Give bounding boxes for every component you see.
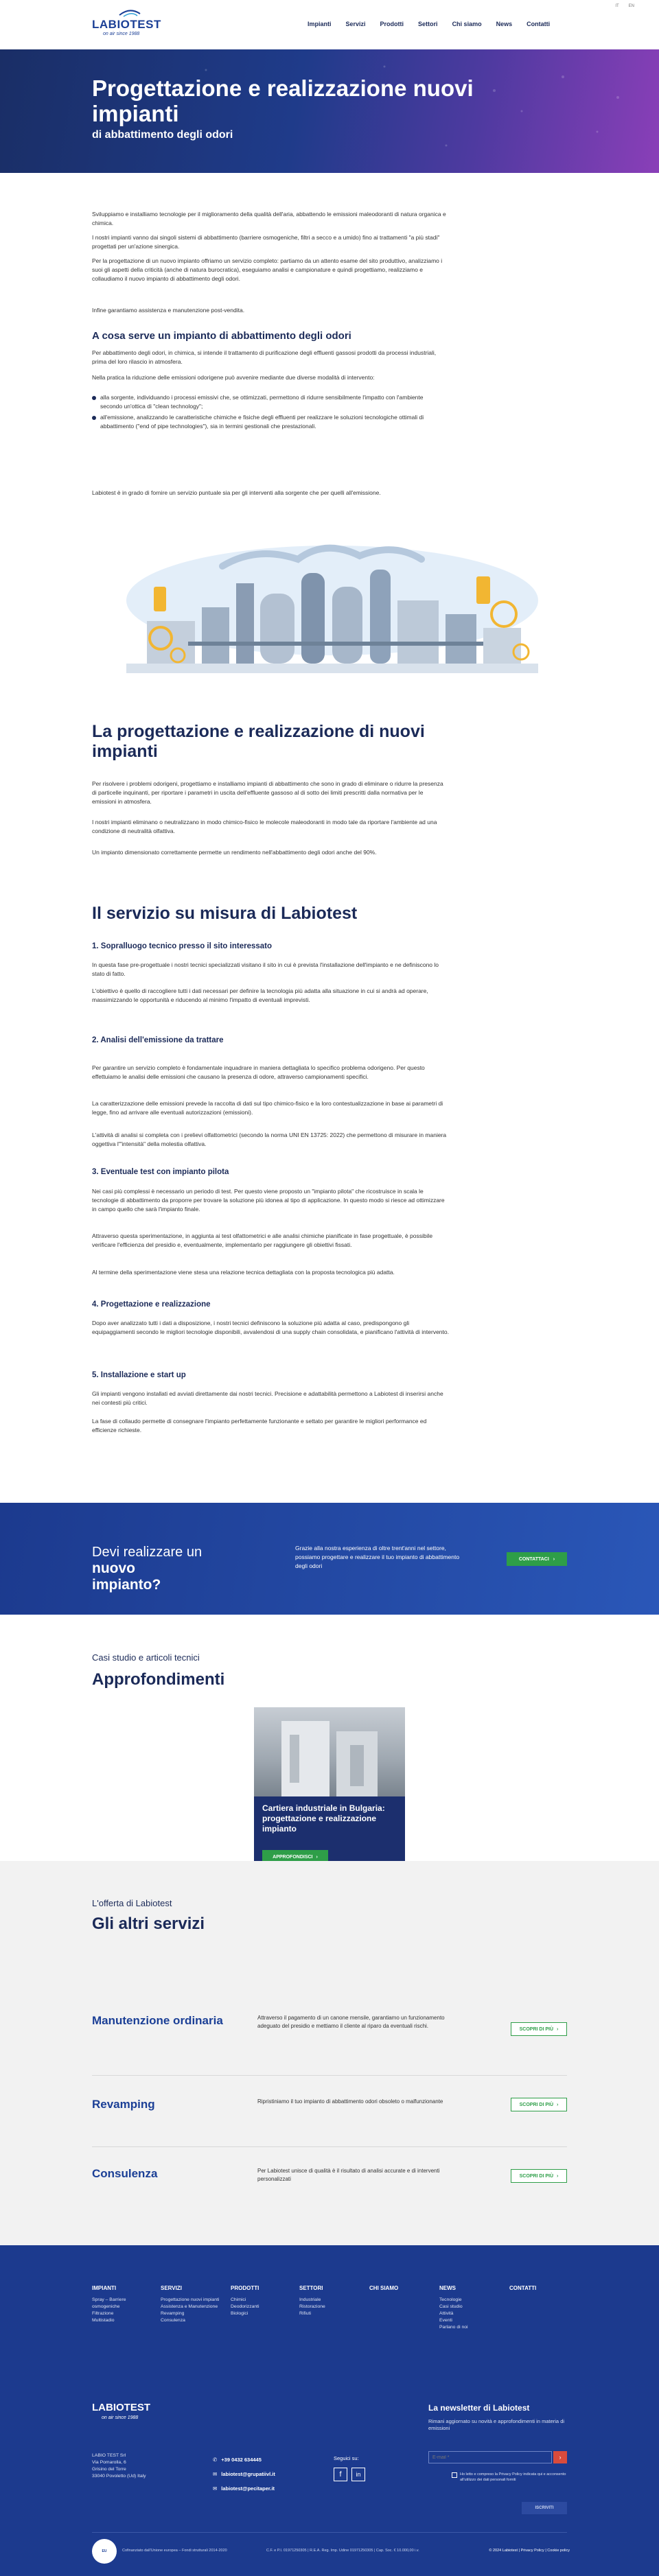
footer-link[interactable]: Deodorizzanti	[231, 2304, 259, 2309]
service-revamping-title[interactable]: Revamping	[92, 2098, 155, 2111]
nav-item-contatti[interactable]: Contatti	[527, 21, 551, 27]
eu-funding-badge-icon: EU	[92, 2539, 117, 2564]
purpose-paragraph-2: Nella pratica la riduzione delle emissioni odorigene può avvenire mediante due diverse modalità di intervento:	[92, 374, 375, 381]
step-5-title: 5. Installazione e start up	[92, 1371, 186, 1379]
card-title: Cartiera industriale in Bulgaria: progettazione e realizzazione impianto	[262, 1803, 385, 1834]
mail-icon: ✉	[213, 2485, 218, 2492]
card-image-graphic	[254, 1707, 405, 1796]
footer-link[interactable]: Assistenza e Manutenzione	[161, 2304, 218, 2309]
design-paragraph-3: Un impianto dimensionato correttamente permette un rendimento nell'abbattimento degli odori anche del 90%.	[92, 849, 377, 856]
step-2-title: 2. Analisi dell'emissione da trattare	[92, 1036, 224, 1044]
case-study-card[interactable]	[254, 1707, 405, 1877]
purpose-bullet-2	[92, 413, 435, 431]
newsletter-email-input[interactable]	[428, 2451, 552, 2463]
footer-link[interactable]: Biologici	[231, 2311, 248, 2316]
discover-label: SCOPRI DI PIÙ	[519, 2173, 554, 2179]
step-4-paragraph-1: Dopo aver analizzato tutti i dati a disposizione, i nostri tecnici definiscono la soluzione più adatta al caso, predispongono gli equipaggiamenti secondo le migliori tecnologie disponibili, avvalendosi di una supply chain consolidata, e pianificano l'attività di intervento.	[92, 1320, 449, 1335]
intro-paragraph-4: Infine garantiamo assistenza e manutenzione post-vendita.	[92, 307, 245, 314]
language-switcher	[615, 4, 634, 8]
purpose-paragraph-3: Labiotest è in grado di fornire un servizio puntuale sia per gli interventi alla sorgente che per quelli all'emissione.	[92, 489, 381, 496]
footer-link[interactable]: Eventi	[439, 2318, 452, 2323]
footer-col-title[interactable]: SETTORI	[299, 2285, 323, 2291]
newsletter-title: La newsletter di Labiotest	[428, 2403, 530, 2413]
footer-link[interactable]: Progettazione nuovi impianti	[161, 2297, 220, 2302]
footer-col-title[interactable]: PRODOTTI	[231, 2285, 259, 2291]
nav-item-news[interactable]: News	[496, 21, 513, 27]
footer-email-1[interactable]	[213, 2471, 275, 2477]
footer-link[interactable]: Parlano di noi	[439, 2325, 468, 2330]
step-1-title: 1. Sopralluogo tecnico presso il sito interessato	[92, 942, 273, 950]
address-line: 33040 Povoletto (Ud) Italy	[92, 2474, 146, 2479]
email-address-2: labiotest@pecitaper.it	[221, 2485, 275, 2492]
subscribe-button[interactable]: ISCRIVITI	[522, 2502, 567, 2514]
main-nav	[308, 21, 564, 27]
footer-col-title[interactable]: CHI SIAMO	[369, 2285, 399, 2291]
bullet-icon	[92, 396, 96, 400]
cta-lead: Devi realizzare un	[92, 1545, 203, 1560]
purpose-bullet-1-text: alla sorgente, individuando i processi emissivi che, se ottimizzati, permettono di ridurre sensibilmente l'impatto con l'ambiente secondo un'ottica di "clean technology";	[100, 394, 424, 410]
step-2-paragraph-1: Per garantire un servizio completo è fondamentale inquadrare in maniera dettagliata lo specifico problema odorigeno. Per questo effettuiamo le analisi delle emissioni che causano la presenza di odore, attraverso campionamenti specifici.	[92, 1064, 425, 1080]
intro-paragraph-1: Sviluppiamo e installiamo tecnologie per il miglioramento della qualità dell'aria, abbattendo le emissioni maleodoranti di natura organica e chimica.	[92, 211, 446, 226]
step-3-paragraph-2: Attraverso questa sperimentazione, in aggiunta ai test olfattometrici e alle analisi chimiche pianificate in fase progettuale, è possibile verificare l'efficienza del presidio e, eventualmente, implementarlo per raggiungere gli obiettivi fissati.	[92, 1232, 433, 1248]
footer-link[interactable]: Spray – Barriere osmogeniche	[92, 2297, 126, 2309]
purpose-paragraph-1: Per abbattimento degli odori, in chimica, si intende il trattamento di purificazione degli effluenti gassosi prodotti da processi industriali, prima del loro rilascio in atmosfera.	[92, 349, 437, 365]
step-3-paragraph-3: Al termine della sperimentazione viene stesa una relazione tecnica dettagliata con la proposta tecnologica più adatta.	[92, 1269, 395, 1276]
footer-logo-tagline: on air since 1988	[102, 2415, 139, 2420]
cta-headline	[92, 1544, 243, 1593]
step-2-paragraph-2: La caratterizzazione delle emissioni prevede la raccolta di dati sul tipo chimico-fisico e la loro contestualizzazione in base ai parametri di legge, fino ad arrivare alle eventuali autorizzazioni (emissioni).	[92, 1100, 443, 1116]
services-eyebrow: L'offerta di Labiotest	[92, 1898, 172, 1908]
lang-en[interactable]: EN	[628, 4, 634, 8]
service-maintenance-title[interactable]: Manutenzione ordinaria	[92, 2014, 223, 2027]
discover-label: SCOPRI DI PIÙ	[519, 2026, 554, 2032]
footer-col-title[interactable]: IMPIANTI	[92, 2285, 117, 2291]
footer-col-settori	[299, 2285, 361, 2317]
phone-number: +39 0432 634445	[221, 2457, 262, 2463]
service-maintenance-button[interactable]	[511, 2022, 567, 2036]
cta-tail: impianto?	[92, 1577, 161, 1593]
footer-link[interactable]: Multistadio	[92, 2318, 115, 2323]
service-maintenance-desc: Attraverso il pagamento di un canone mensile, garantiamo un funzionamento adeguato del presidio e mettiamo il cliente al riparo da eventuali rischi.	[257, 2015, 445, 2029]
footer-logo-wordmark: LABIOTEST	[92, 2402, 150, 2413]
step-5-paragraph-1: Gli impianti vengono installati ed avviati direttamente dai nostri tecnici. Precisione e adattabilità permettono a Labiotest di inserirsi anche nei contesti più critici.	[92, 1390, 443, 1406]
service-consulting-title[interactable]: Consulenza	[92, 2167, 158, 2180]
service-revamping-desc: Ripristiniamo il tuo impianto di abbattimento odori obsoleto o malfunzionante	[257, 2098, 443, 2105]
section-service-title: Il servizio su misura di Labiotest	[92, 904, 358, 923]
page-title: Progettazione e realizzazione nuovi impianti	[92, 75, 474, 126]
card-image	[254, 1707, 405, 1796]
follow-label: Seguici su:	[334, 2455, 359, 2461]
chevron-right-icon: ›	[557, 2102, 559, 2107]
footer-col-news	[439, 2285, 501, 2331]
legal-text: C.F. e P.I. 01971250305 | R.E.A. Reg. Imp. Udine 01971250305 | Cap. Soc. € 10.000,00 i.v.	[266, 2549, 419, 2553]
footer-link[interactable]: Filtrazione	[92, 2311, 114, 2316]
logo-mark-icon	[92, 5, 167, 19]
lang-it[interactable]: IT	[615, 4, 619, 8]
footer-email-2[interactable]	[213, 2485, 275, 2492]
email-address-1: labiotest@grupatiivl.it	[221, 2471, 275, 2477]
cta-text: Grazie alla nostra esperienza di oltre trent'anni nel settore, possiamo progettare e realizzare il tuo impianto di abbattimento degli odori	[295, 1545, 460, 1569]
nav-item-servizi[interactable]: Servizi	[345, 21, 366, 27]
step-2-paragraph-3: L'attività di analisi si completa con i prelievi olfattometrici (secondo la norma UNI EN 13725: 2022) che permettono di misurare in maniera oggettiva l'"intensità" della molestia olfattiva.	[92, 1132, 447, 1147]
bullet-icon	[92, 416, 96, 420]
purpose-bullet-2-text: all'emissione, analizzando le caratteristiche chimiche e fisiche degli effluenti per realizzare le soluzioni tecnologiche ottimali di abbattimento ("end of pipe technologies"), sia in termini gestionali che prestazionali.	[100, 414, 424, 430]
address-line: Grisino del Torre	[92, 2467, 126, 2472]
contact-button[interactable]	[507, 1552, 567, 1566]
nav-item-chi-siamo[interactable]: Chi siamo	[452, 21, 482, 27]
footer-col-title[interactable]: NEWS	[439, 2285, 456, 2291]
design-paragraph-1: Per risolvere i problemi odorigeni, progettiamo e installiamo impianti di abbattimento che sono in grado di eliminare o ridurre la presenza di particelle inquinanti, per riportare i parametri in uscita dell'effluente gassoso al di sotto dei limiti prescritti dalla normativa per le emissioni in atmosfera.	[92, 780, 443, 805]
newsletter-text: Rimani aggiornato su novità e approfondimenti in materia di emissioni	[428, 2418, 565, 2431]
address-line: LABIO TEST Srl	[92, 2453, 126, 2458]
design-paragraph-2: I nostri impianti eliminano o neutralizzano in modo chimico-fisico le molecole maleodoranti in modo tale da riportare l'ambiente ad una condizione di neutralità olfattiva.	[92, 819, 437, 834]
intro-paragraph-3: Per la progettazione di un nuovo impianto offriamo un servizio completo: partiamo da un attento esame del sito produttivo, analizziamo i suoi gli aspetti della criticità (anche di natura burocratica), eseguiamo analisi e campionature e quindi progettiamo, realizziamo e collaudiamo il nuovo impianto di abbattimento degli odori.	[92, 257, 443, 282]
section-purpose-title: A cosa serve un impianto di abbattimento degli odori	[92, 330, 351, 342]
nav-item-impianti[interactable]: Impianti	[308, 21, 332, 27]
cta-strong: nuovo	[92, 1560, 135, 1576]
service-divider	[92, 2075, 567, 2076]
footer-logo[interactable]	[92, 2402, 167, 2435]
submit-arrow-icon[interactable]: ›	[553, 2451, 567, 2463]
logo-tagline: on air since 1988	[103, 32, 140, 36]
step-5-paragraph-2: La fase di collaudo permette di consegnare l'impianto perfettamente funzionante e settato per garantire le migliori performance ed efficienze richieste.	[92, 1418, 427, 1433]
footer-col-title[interactable]: CONTATTI	[509, 2285, 537, 2291]
step-1-paragraph-2: L'obiettivo è quello di raccogliere tutti i dati necessari per definire la tecnologia più adatta alla situazione in cui si andrà ad operare, massimizzando le opportunità e riducendo al minimo l'impatto di eventuali imprevisti.	[92, 987, 428, 1003]
funding-text: Cofinanziato dall'Unione europea – Fondi strutturali 2014-2020	[122, 2549, 227, 2553]
intro-paragraph-2: I nostri impianti vanno dai singoli sistemi di abbattimento (barriere osmogeniche, filtri a secco e a umido) fino ai trattamenti "a più stadi" progettati per un'azione sinergica.	[92, 234, 440, 250]
read-more-label: APPROFONDISCI	[273, 1854, 313, 1860]
service-divider	[92, 2146, 567, 2147]
step-3-title: 3. Eventuale test con impianto pilota	[92, 1168, 229, 1176]
footer-link[interactable]: Rifiuti	[299, 2311, 311, 2316]
footer-link[interactable]: Revamping	[161, 2311, 185, 2316]
industrial-plant-illustration	[119, 518, 545, 686]
footer-col-servizi	[161, 2285, 222, 2324]
footer-divider	[92, 2532, 567, 2533]
copyright-text[interactable]: © 2024 Labiotest | Privacy Policy | Cookie policy	[489, 2549, 570, 2553]
footer-col-prodotti	[231, 2285, 292, 2317]
service-consulting-button[interactable]	[511, 2169, 567, 2183]
footer-phone[interactable]	[213, 2457, 262, 2463]
services-title: Gli altri servizi	[92, 1915, 205, 1933]
service-consulting-desc: Per Labiotest unisce di qualità è il risultato di analisi accurate e di interventi personalizzati	[257, 2168, 440, 2182]
insights-title: Approfondimenti	[92, 1670, 225, 1689]
phone-icon: ✆	[213, 2457, 218, 2463]
footer-link[interactable]: Casi studio	[439, 2304, 463, 2309]
facebook-icon[interactable]: f	[334, 2468, 347, 2481]
privacy-checkbox[interactable]	[452, 2472, 457, 2478]
privacy-consent-text: Ho letto e compreso la Privacy Policy indicata qui e acconsento all'utilizzo dei dati personali forniti	[460, 2472, 566, 2482]
footer-link[interactable]: Ristorazione	[299, 2304, 325, 2309]
linkedin-icon[interactable]: in	[351, 2468, 365, 2481]
purpose-bullet-1	[92, 393, 435, 411]
chevron-right-icon: ›	[553, 1556, 555, 1562]
logo-wordmark: LABIOTEST	[92, 18, 161, 31]
insights-eyebrow: Casi studio e articoli tecnici	[92, 1652, 200, 1663]
footer-col-impianti	[92, 2285, 154, 2324]
chevron-right-icon: ›	[557, 2173, 559, 2179]
contact-button-label: CONTATTACI	[518, 1556, 549, 1562]
footer-link[interactable]: Consulenza	[161, 2318, 185, 2323]
service-revamping-button[interactable]	[511, 2098, 567, 2111]
nav-item-settori[interactable]: Settori	[418, 21, 438, 27]
page-subtitle: di abbattimento degli odori	[92, 129, 233, 141]
chevron-right-icon: ›	[557, 2026, 559, 2032]
footer-link[interactable]: Tecnologie	[439, 2297, 462, 2302]
nav-item-prodotti[interactable]: Prodotti	[380, 21, 404, 27]
step-1-paragraph-1: In questa fase pre-progettuale i nostri tecnici specializzati visitano il sito in cui è prevista l'installazione dell'impianto e ne definiscono lo stato di fatto.	[92, 961, 439, 977]
footer-address	[92, 2452, 195, 2480]
footer-col-contatti	[509, 2285, 571, 2291]
footer-link[interactable]: Chimici	[231, 2297, 246, 2302]
mail-icon: ✉	[213, 2471, 218, 2477]
step-4-title: 4. Progettazione e realizzazione	[92, 1300, 211, 1309]
footer-col-chi-siamo	[369, 2285, 431, 2291]
section-design-title: La progettazione e realizzazione di nuovi impianti	[92, 722, 425, 761]
footer-col-title[interactable]: SERVIZI	[161, 2285, 182, 2291]
address-line: Via Pomarolla, 6	[92, 2460, 126, 2465]
discover-label: SCOPRI DI PIÙ	[519, 2102, 554, 2107]
footer-link[interactable]: Attività	[439, 2311, 454, 2316]
site-logo[interactable]	[92, 5, 167, 44]
step-3-paragraph-1: Nei casi più complessi è necessario un periodo di test. Per questo viene proposto un "impianto pilota" che ricostruisce in scala le tecnologie di abbattimento da proporre per trovare la soluzione più idonea al tipo di applicazione. In questo modo si riesce ad ottimizzare in campo quello che sarà l'impianto finale.	[92, 1188, 445, 1213]
footer-link[interactable]: Industriale	[299, 2297, 321, 2302]
chevron-right-icon: ›	[316, 1854, 318, 1860]
